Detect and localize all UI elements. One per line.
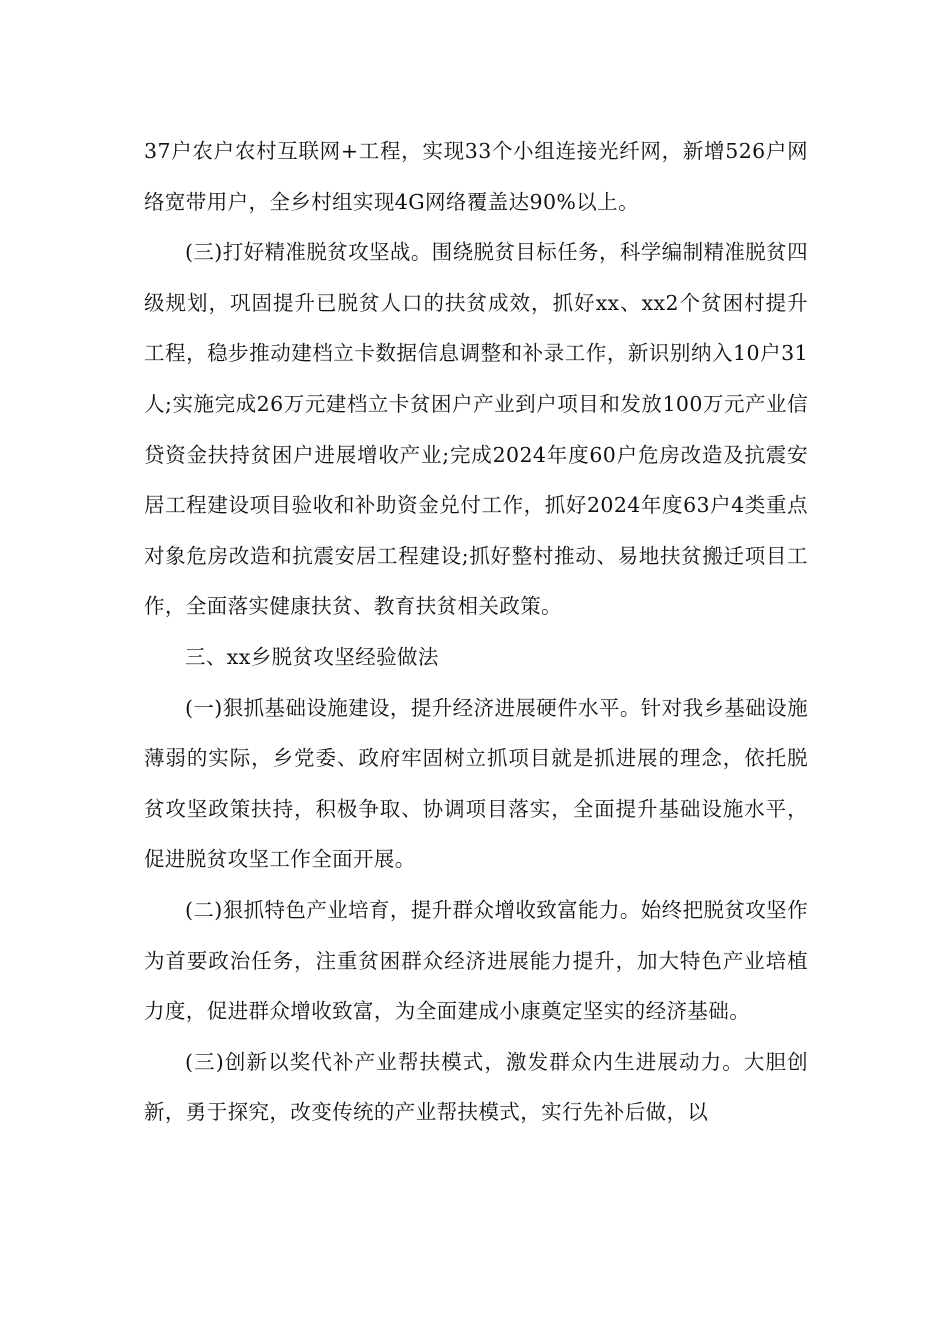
paragraph-infrastructure: (一)狠抓基础设施建设，提升经济进展硬件水平。针对我乡基础设施薄弱的实际，乡党委、政府牢固树立抓项目就是抓进展的理念，依托脱贫攻坚政策扶持，积极争取、协调项目落实，全面提升基础设施水平，促进脱贫攻坚工作全面开展。 [144, 695, 808, 872]
paragraph-industry-cultivation: (二)狠抓特色产业培育，提升群众增收致富能力。始终把脱贫攻坚作为首要政治任务，注重贫困群众经济进展能力提升，加大特色产业培植力度，促进群众增收致富，为全面建成小康奠定坚实的经济基础。 [144, 897, 808, 1024]
paragraph-precise-poverty-alleviation: (三)打好精准脱贫攻坚战。围绕脱贫目标任务，科学编制精准脱贫四级规划，巩固提升已脱贫人口的扶贫成效，抓好xx、xx2个贫困村提升工程，稳步推动建档立卡数据信息调整和补录工作，新识别纳入10户31人;实施完成26万元建档立卡贫困户产业到户项目和发放100万元产业信贷资金扶持贫困户进展增收产业;完成2024年度60户危房改造及抗震安居工程建设项目验收和补助资金兑付工作，抓好2024年度63户4类重点对象危房改造和抗震安居工程建设;抓好整村推动、易地扶贫搬迁项目工作，全面落实健康扶贫、教育扶贫相关政策。 [144, 240, 808, 619]
paragraph-internet-project: 37户农户农村互联网+工程，实现33个小组连接光纤网，新增526户网络宽带用户，全乡村组实现4G网络覆盖达90%以上。 [144, 139, 808, 214]
document-body [144, 126, 808, 1138]
paragraph-subsidy-model: (三)创新以奖代补产业帮扶模式，激发群众内生进展动力。大胆创新，勇于探究，改变传统的产业帮扶模式，实行先补后做，以 [144, 1049, 808, 1125]
section-heading-experience: 三、xx乡脱贫攻坚经验做法 [185, 644, 439, 669]
